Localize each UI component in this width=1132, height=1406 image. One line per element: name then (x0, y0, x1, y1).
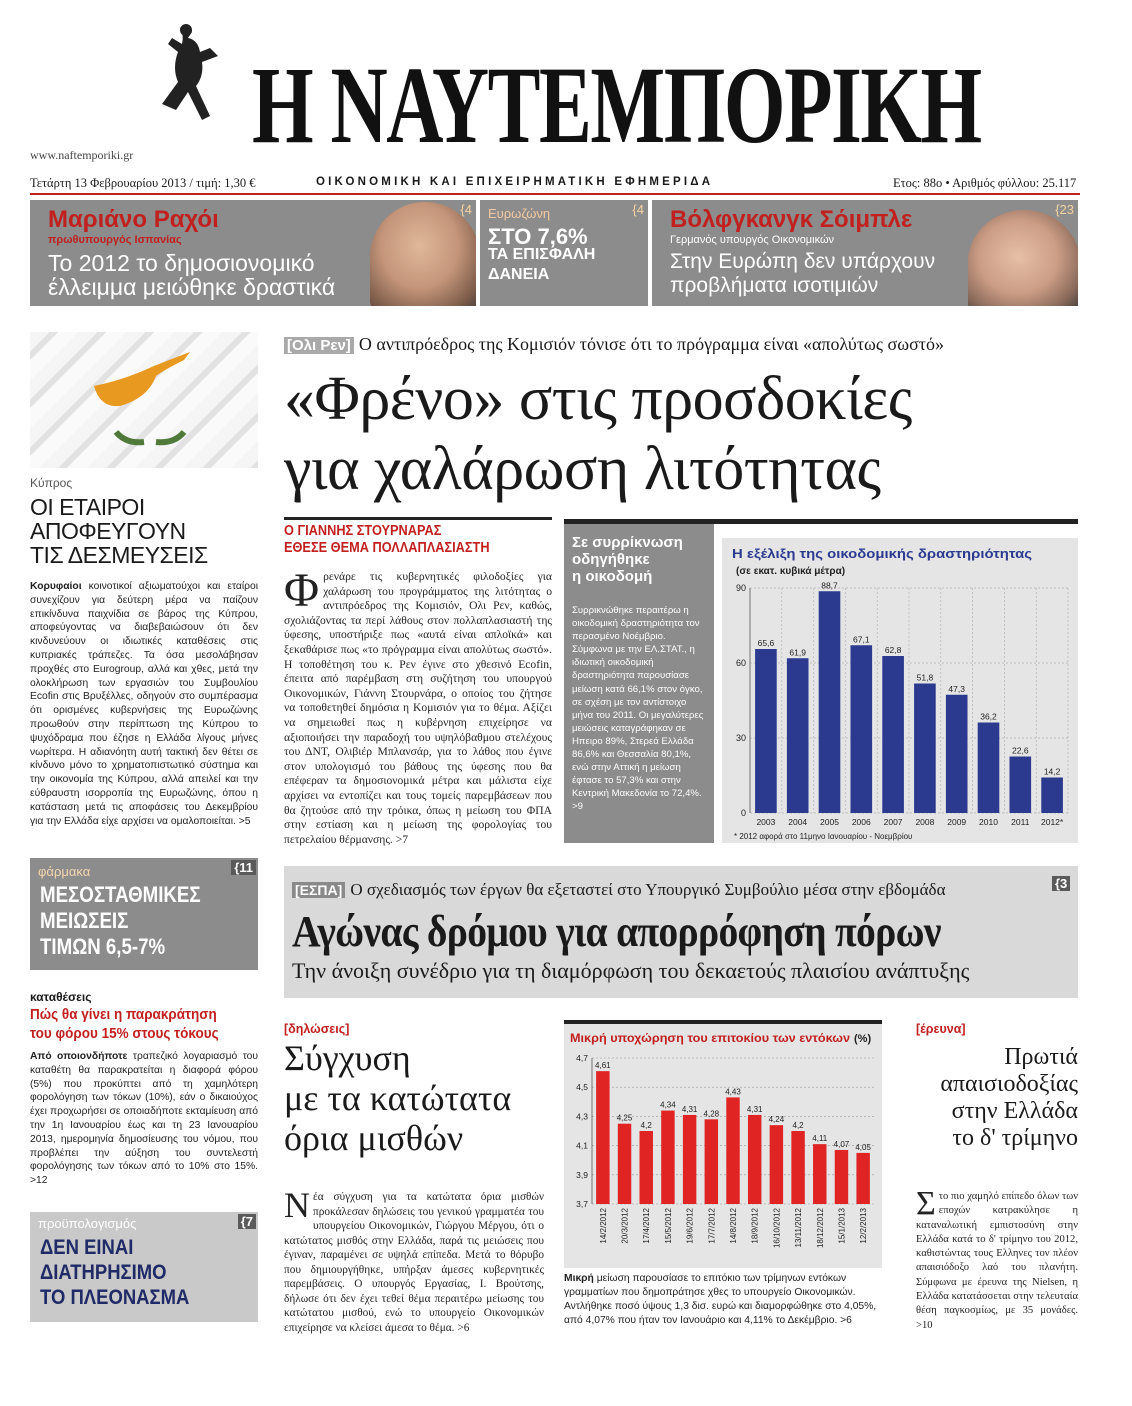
pharma-line-1: ΜΕΣΟΣΤΑΘΜΙΚΕΣ (40, 882, 201, 907)
bar (596, 1071, 609, 1204)
chart-title: Μικρή υποχώρηση του επιτοκίου των εντόκων (570, 1031, 851, 1045)
survey-headline[interactable] (916, 1044, 1078, 1152)
wages-dropcap: Ν (284, 1185, 310, 1225)
bar (791, 1131, 804, 1204)
wages-text: έα σύγχυση για τα κατώτατα όρια μισθών προκάλεσαν δηλώσεις του γενικού γραμματέα του υπουργείου Οικονομικών, Γιώργου Μέργου, ότι ο κατώτατος μισθός στην Ελλάδα, παρά τις μειώσεις που έγιναν, παραμένει σε υψηλά επίπεδα. Μετά το θόρυβο που δημιουργήθηκε, υπήρξαν άμεσες κυβερνητικές παρεμβάσεις. Ο υπουργός Εργασίας, Ι. Βρούτσης, δήλωσε ότι δεν έχει τεθεί θέμα περαιτέρω μείωσης του κατώτατου μισθού, ενώ το υπουργείο Οικονομικών επιχείρησε να κλείσει άμεσα το θέμα. >6 (284, 1191, 544, 1334)
promo-name: Βόλφγκανγκ Σόιμπλε (670, 206, 913, 233)
promo-text-2: έλλειμμα μειώθηκε δραστικά (48, 274, 336, 300)
budget-line-1: ΔΕΝ ΕΙΝΑΙ (40, 1236, 134, 1259)
y-tick-label: 4,1 (576, 1140, 588, 1151)
pharma-line-3: ΤΙΜΩΝ 6,5-7% (40, 934, 166, 959)
bar (755, 649, 777, 813)
issue-number: Ετος: 88ο • Αριθμός φύλλου: 25.117 (893, 176, 1077, 190)
promo-text-1: Στην Ευρώπη δεν υπάρχουν (670, 250, 936, 273)
promo-eurozone[interactable] (480, 200, 648, 306)
budget-kicker: προϋπολογισμός (38, 1216, 137, 1231)
bar-value-label: 88,7 (821, 580, 838, 591)
x-tick-label: 2005 (820, 817, 839, 827)
bar-value-label: 4,43 (725, 1087, 741, 1097)
main-body (284, 564, 552, 847)
bar-value-label: 4,2 (640, 1121, 652, 1130)
deposits-kicker: καταθέσεις (30, 990, 92, 1004)
espa-subhead: Την άνοιξη συνέδριο για τη διαμόρφωση του δεκαετούς πλαισίου ανάπτυξης (292, 958, 970, 983)
construction-sidebar[interactable] (564, 524, 714, 843)
x-tick-label: 2011 (1011, 817, 1030, 827)
bar (914, 684, 936, 814)
bar-value-label: 4,25 (616, 1113, 633, 1123)
y-tick-label: 4,5 (576, 1082, 588, 1093)
bar-value-label: 61,9 (789, 647, 806, 658)
bar-value-label: 67,1 (853, 634, 870, 645)
main-subhead-1: Ο ΓΙΑΝΝΗΣ ΣΤΟΥΡΝΑΡΑΣ (284, 523, 442, 539)
bar-value-label: 47,3 (948, 683, 965, 694)
bar (661, 1111, 674, 1204)
cyprus-body (30, 580, 258, 828)
bar-value-label: 4,05 (855, 1142, 871, 1152)
rajoy-photo (370, 202, 476, 306)
bar-value-label: 4,61 (595, 1061, 611, 1071)
x-tick-label: 2004 (788, 817, 808, 827)
hermes-logo-icon (150, 20, 230, 150)
survey-text: το πιο χαμηλό επίπεδο όλων των εποχών κατρακύλησε η καταναλωτική εμπιστοσύνη στην Ελλάδα κατά το δ' τρίμηνο του 2012, καθιστώντας τους Ελληνες τον πλέον απαισιόδοξο λαό του πλανήτη. Σύμφωνα με έρευνα της Nielsen, η Ελλάδα κατατάσσεται στην τελευταία θέση παγκοσμίως, με 35 μονάδες. >10 (916, 1191, 1078, 1331)
chart-footnote: * 2012 αφορά στο 11μηνο Ιανουαρίου - Νοεμβρίου (734, 832, 913, 841)
espa-deck-text: Ο σχεδιασμός των έργων θα εξεταστεί στο Υπουργικό Συμβούλιο μέσα στην εβδομάδα (350, 880, 946, 899)
x-tick-label: 2003 (756, 817, 776, 827)
deposits-headline-1[interactable]: Πώς θα γίνει η παρακράτηση (30, 1006, 217, 1023)
promo-text-2: προβλήματα ισοτιμιών (670, 274, 879, 297)
promo-text-1: Το 2012 το δημοσιονομικό (48, 250, 315, 276)
cyprus-headline-1[interactable]: ΟΙ ΕΤΑΙΡΟΙ (30, 494, 145, 520)
y-tick-label: 30 (735, 733, 746, 743)
deposits-text: τραπεζικό λογαριασμό του καταθέτη θα παρακρατείται η διαφορά φόρου (5%) που προκύπτει από τη χαμηλότερη φορολόγηση των τόκων (10%), εάν ο δικαιούχος έχει προχωρήσει σε οποιαδήποτε εκταμίευση από την 1η Ιανουαρίου έως και τη 23 Ιανουαρίου 2013, ημερομηνία δημοσίευσης του νόμου, που προβλέπει την αύξηση του συντελεστή φορολόγησης των τόκων από το 10% στο 15%. >12 (30, 1051, 258, 1187)
wages-body (284, 1185, 544, 1335)
main-headline-2[interactable]: για χαλάρωση λιτότητας (284, 435, 881, 503)
pharma-kicker: φάρμακα (38, 864, 91, 879)
promo-line-2: ΤΑ ΕΠΙΣΦΑΛΗ (488, 246, 596, 263)
survey-headline-2: απαισιοδοξίας (940, 1071, 1078, 1097)
x-tick-label: 17/4/2012 (642, 1208, 652, 1244)
bar-value-label: 36,2 (980, 711, 997, 722)
promo-schaeuble[interactable] (652, 200, 1078, 306)
bar-value-label: 4,31 (681, 1104, 698, 1114)
cyprus-flag-photo (30, 332, 258, 468)
cyprus-headline-2[interactable]: ΑΠΟΦΕΥΓΟΥΝ (30, 518, 186, 544)
construction-kicker-2: οδηγήθηκε (572, 551, 650, 568)
y-tick-label: 4,7 (576, 1053, 588, 1063)
chart-subtitle: (σε εκατ. κυβικά μέτρα) (736, 566, 846, 577)
red-rule (30, 193, 1080, 195)
x-tick-label: 2010 (979, 817, 998, 827)
x-tick-label: 18/12/2012 (815, 1208, 825, 1249)
promo-rajoy[interactable] (30, 200, 476, 306)
bar (705, 1119, 718, 1204)
pharma-box[interactable] (30, 858, 258, 970)
y-tick-label: 3,7 (576, 1199, 588, 1209)
deposits-lead: Από οποιονδήποτε (30, 1051, 128, 1062)
wages-headline-1[interactable]: Σύγχυση (284, 1038, 411, 1078)
x-tick-label: 2012* (1040, 817, 1064, 827)
x-tick-label: 15/1/2013 (837, 1208, 847, 1244)
wages-headline-3[interactable]: όρια μισθών (284, 1118, 464, 1158)
promo-label: Ευρωζώνη (488, 206, 551, 221)
budget-page: {7 (238, 1214, 256, 1229)
x-tick-label: 20/3/2012 (620, 1208, 630, 1244)
bar (882, 656, 904, 813)
promo-page: {4 (632, 202, 644, 217)
bar (726, 1097, 739, 1204)
bar-value-label: 4,34 (660, 1100, 676, 1110)
promo-name: Μαριάνο Ραχόι (48, 206, 219, 233)
construction-kicker-3: η οικοδομή (572, 568, 653, 585)
x-tick-label: 19/6/2012 (685, 1208, 695, 1244)
bar (1041, 778, 1063, 814)
x-tick-label: 18/9/2012 (750, 1208, 760, 1244)
bar (835, 1150, 848, 1204)
survey-headline-1: Πρωτιά (1004, 1044, 1078, 1070)
survey-kicker: [έρευνα] (916, 1022, 966, 1036)
wages-kicker: [δηλώσεις] (284, 1022, 350, 1036)
bar-value-label: 4,24 (768, 1115, 785, 1125)
x-tick-label: 15/5/2012 (663, 1208, 673, 1244)
bar (770, 1125, 783, 1204)
bar-value-label: 4,2 (792, 1121, 804, 1130)
schaeuble-photo (968, 210, 1078, 306)
tbills-caption-text: μείωση παρουσίασε το επιτόκιο των τρίμηνων εντόκων γραμματίων που δημοπράτησε χθες το υπουργείο Οικονομικών. Αντλήθηκε ποσό ύψους 1,3 δισ. ευρώ και διαμορφώθηκε στο 4,05%, από 4,07% που ήταν τον Ιανουάριο και 4,11% το Δεκέμβριο. >6 (564, 1273, 877, 1326)
espa-tag: [ΕΣΠΑ] (292, 882, 345, 898)
espa-deck (292, 880, 945, 900)
x-tick-label: 16/10/2012 (772, 1208, 782, 1249)
promo-line-1: ΣΤΟ 7,6% (488, 224, 588, 249)
promo-role: Γερμανός υπουργός Οικονομικών (670, 234, 835, 246)
espa-headline[interactable]: Αγώνας δρόμου για απορρόφηση πόρων (292, 907, 941, 956)
deposits-headline-2[interactable]: του φόρου 15% στους τόκους (30, 1025, 219, 1042)
promo-line-3: ΔΑΝΕΙΑ (488, 266, 550, 283)
tbills-caption (564, 1272, 882, 1328)
x-tick-label: 2006 (851, 817, 871, 827)
bar (683, 1115, 696, 1204)
bar (813, 1144, 826, 1204)
promo-role: πρωθυπουργός Ισπανίας (48, 234, 182, 246)
bar (850, 645, 872, 813)
cyprus-text: κοινοτικοί αξιωματούχοι και εταίροι συνεχίζουν για δεύτερη μέρα να παίζουν επικίνδυνα παιχνίδια σε βάρος της Κύπρου, αποφεύγοντας να διαβεβαιώσουν ότι δεν κινδυνεύουν οι ιδιωτικές καταθέσεις στις κυπριακές τράπεζες. Τα όσα μεσολάβησαν προχθές στο Eurogroup, αλλά και χθες, μετά την ολοκλήρωση των εργασιών του Συμβουλίου Ecofin στις Βρυξέλλες, οδηγούν στο συμπέρασμα ότι ορισμένες κυβερνήσεις της Ευρωζώνης προωθούν στην περίπτωση της Κύπρου το ψυχόδραμα που έζησε η Ελλάδα λίγους μήνες νωρίτερα. Η αδιανόητη αυτή τακτική δεν θέτει σε κίνδυνο μόνο το χρηματοπιστωτικό σύστημα και την οικονομία της Κύπρου, αλλά απειλεί και την εύθραυστη ισορροπία της Ευρωζώνης, όπου η κατάσταση μετά τις αποφάσεις του Δεκεμβρίου για την Ελλάδα είχε αρχίσει να ομαλοποιείται. >5 (30, 581, 258, 827)
promo-page: {4 (460, 202, 472, 217)
main-tag: [Ολι Ρεν] (284, 337, 354, 354)
survey-body (916, 1185, 1078, 1333)
y-tick-label: 90 (735, 583, 746, 593)
bar-value-label: 22,6 (1012, 745, 1029, 756)
bar-value-label: 51,8 (916, 672, 934, 683)
x-tick-label: 2009 (947, 817, 967, 827)
bar (946, 695, 968, 813)
main-deck (284, 334, 944, 355)
x-tick-label: 13/11/2012 (794, 1208, 804, 1248)
bar-value-label: 4,31 (746, 1104, 763, 1114)
bar-value-label: 4,28 (703, 1109, 720, 1119)
budget-box[interactable] (30, 1212, 258, 1322)
wages-headline-2[interactable]: με τα κατώτατα (284, 1078, 512, 1118)
bar (618, 1124, 631, 1204)
bar-value-label: 4,11 (812, 1134, 828, 1144)
espa-page: {3 (1052, 876, 1070, 891)
cyprus-kicker: Κύπρος (30, 476, 73, 490)
budget-line-2: ΔΙΑΤΗΡΗΣΙΜΟ (40, 1261, 167, 1284)
bar (748, 1115, 761, 1204)
x-tick-label: 2007 (883, 817, 903, 827)
tbills-caption-lead: Μικρή (564, 1273, 594, 1284)
website-url[interactable]: www.naftemporiki.gr (30, 148, 134, 162)
x-tick-label: 12/2/2013 (859, 1208, 869, 1244)
pharma-line-2: ΜΕΙΩΣΕΙΣ (40, 908, 129, 933)
cyprus-lead: Κορυφαίοι (30, 581, 82, 592)
x-tick-label: 17/7/2012 (707, 1208, 717, 1244)
construction-body: Συρρικνώθηκε περαιτέρω η οικοδομική δραστηριότητα τον περασμένο Νοέμβριο. Σύμφωνα με την ΕΛ.ΣΤΑΤ., η ιδιωτική οικοδομική δραστηριότητα παρουσίασε μείωση κατά 66,1% στον όγκο, σε σχέση με τον αντίστοιχο μήνα του 2011. Οι μεγαλύτερες μειώσεις καταγράφηκαν σε Ηπειρο 89%, Στερεά Ελλάδα 86,6% και Θεσσαλία 80,1%, ενώ στην Αττική η μείωση έφτασε το 57,3% και στην Κεντρική Μακεδονία το 72,4%. >9 (572, 605, 704, 813)
cyprus-map-icon (30, 332, 258, 468)
y-tick-label: 60 (735, 658, 746, 668)
bar (856, 1153, 869, 1204)
tbills-chart (564, 1024, 882, 1268)
pharma-page: {11 (231, 860, 256, 875)
bar-value-label: 65,6 (757, 638, 775, 648)
y-tick-label: 4,3 (576, 1111, 588, 1122)
tbills-panel (564, 1020, 882, 1330)
x-tick-label: 14/2/2012 (598, 1208, 608, 1244)
bar-value-label: 62,8 (884, 645, 902, 655)
y-tick-label: 0 (740, 808, 746, 818)
construction-chart (722, 538, 1078, 843)
construction-kicker-1: Σε συρρίκνωση (572, 534, 683, 551)
main-dropcap: Φ (284, 564, 320, 617)
chart-title: Η εξέλιξη της οικοδομικής δραστηριότητας (732, 546, 1033, 561)
masthead-title[interactable]: Η ΝΑΥΤΕΜΠΟΡΙΚΗ (252, 44, 981, 166)
main-text: ρενάρε τις κυβερνητικές φιλοδοξίες για χαλάρωση του προγράμματος της λιτότητας ο αντιπρόεδρος της Κομισιόν, Ολι Ρεν, καθώς, σχολιάζοντας τα περί λάθους στον πολλαπλασιαστή της ύφεσης, υποστήριξε πως «αυτά είναι απλοϊκά» και ξεκαθάρισε πως «το πρόγραμμα είναι απολύτως σωστό». Η τοποθέτηση του κ. Ρεν έγινε στο χθεσινό Ecofin, έπειτα από παρέμβαση στη συζήτηση του υπουργού Οικονομικών, Γιάννη Στουρνάρα, ο οποίος του ζήτησε να τοποθετηθεί δημόσια η Κομισιόν για το θέμα. Αξίζει να σημειωθεί πως η κυβέρνηση επιχείρησε να αξιοποιήσει την παραδοχή του υψηλόβαθμου στελέχους του ΔΝΤ, Ολιβιέρ Μπλανσάρ, για το λάθος που έγινε στον υπολογισμό του βάθους της ύφεσης που θα επέφεραν τα δημοσιονομικά μέτρα και μάλιστα είχε αρχίσει να εντοπίζει και τους τομείς παρεμβάσεων που θα ζητούσε από την τρόικα, όπως η μείωση του ΦΠΑ στην εστίαση και η μείωση της φορολογίας του πετρελαίου θέρμανσης. >7 (284, 570, 552, 846)
x-tick-label: 2008 (915, 817, 935, 827)
x-tick-label: 14/8/2012 (729, 1208, 738, 1244)
promo-page: {23 (1055, 202, 1074, 217)
survey-headline-4: το δ' τρίμηνο (952, 1125, 1078, 1151)
bar (819, 591, 841, 813)
bar (978, 723, 1000, 814)
cyprus-headline-3[interactable]: ΤΙΣ ΔΕΣΜΕΥΣΕΙΣ (30, 542, 208, 568)
main-headline-1[interactable]: «Φρένο» στις προσδοκίες (284, 365, 912, 433)
y-tick-label: 3,9 (576, 1169, 588, 1180)
deposits-body (30, 1050, 258, 1188)
date-price: Τετάρτη 13 Φεβρουαρίου 2013 / τιμή: 1,30 € (30, 176, 256, 190)
construction-panel (564, 519, 1078, 843)
bar (1009, 757, 1031, 814)
chart-unit: (%) (854, 1033, 872, 1045)
bar-value-label: 14,2 (1043, 766, 1061, 777)
tagline: ΟΙΚΟΝΟΜΙΚΗ ΚΑΙ ΕΠΙΧΕΙΡΗΜΑΤΙΚΗ ΕΦΗΜΕΡΙΔΑ (316, 176, 714, 188)
bar (787, 658, 809, 813)
main-subhead-rule (284, 517, 552, 520)
main-deck-text: Ο αντιπρόεδρος της Κομισιόν τόνισε ότι το πρόγραμμα είναι «απολύτως σωστό» (358, 334, 945, 354)
bar (640, 1131, 653, 1204)
survey-headline-3: στην Ελλάδα (951, 1098, 1078, 1124)
bar-value-label: 4,07 (833, 1139, 850, 1149)
budget-line-3: ΤΟ ΠΛΕΟΝΑΣΜΑ (40, 1286, 190, 1309)
main-subhead-2: ΕΘΕΣΕ ΘΕΜΑ ΠΟΛΛΑΠΛΑΣΙΑΣΤΗ (284, 540, 490, 556)
survey-dropcap: Σ (916, 1185, 936, 1222)
